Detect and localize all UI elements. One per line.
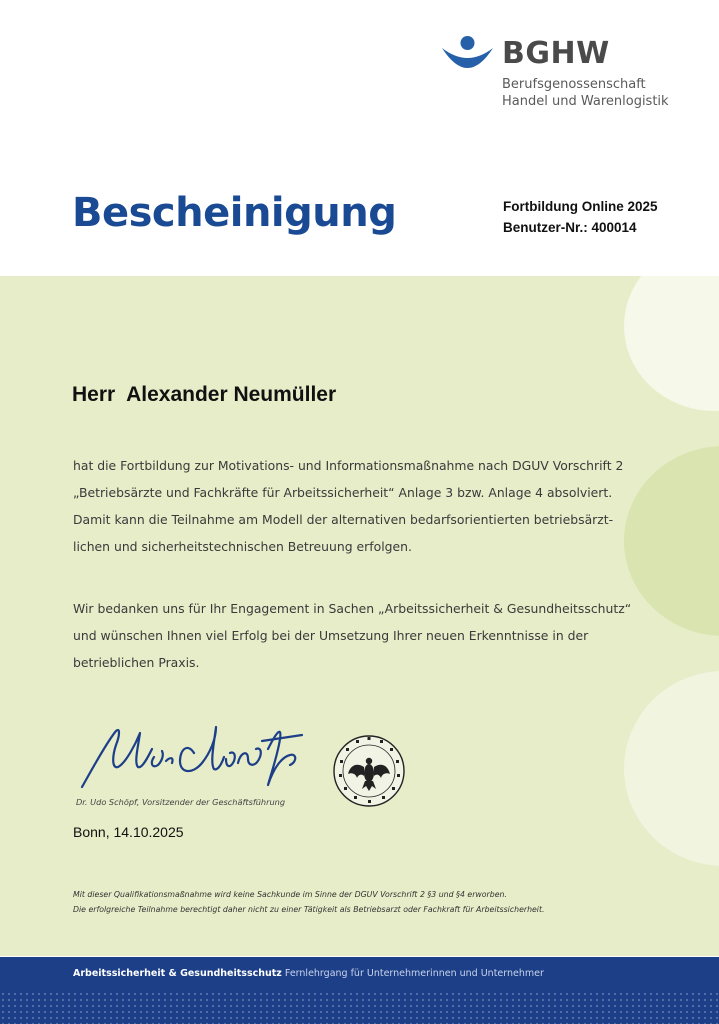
disclaimer-line: Die erfolgreiche Teilnahme berechtigt daher nicht zu einer Tätigkeit als Betriebsarzt oder Fachkraft für Arbeitssicherheit. — [73, 905, 545, 914]
disclaimer-line: Mit dieser Qualifikationsmaßnahme wird keine Sachkunde im Sinne der DGUV Vorschrift 2 §3 und §4 erworben. — [73, 890, 507, 899]
disclaimer — [73, 887, 545, 917]
text-line: und wünschen Ihnen viel Erfolg bei der Umsetzung Ihrer neuen Erkenntnisse in der — [73, 628, 589, 643]
course-meta — [503, 196, 658, 238]
place-date: Bonn, 14.10.2025 — [73, 824, 184, 840]
bghw-logo-icon — [440, 36, 495, 74]
logo-subtitle-line-1: Berufsgenossenschaft — [502, 77, 646, 92]
footer-dot-pattern — [0, 991, 719, 1024]
decorative-circle — [624, 671, 719, 866]
text-line: hat die Fortbildung zur Motivations- und Informationsmaßnahme nach DGUV Vorschrift 2 — [73, 458, 624, 473]
federal-eagle-seal-icon — [332, 734, 406, 808]
signer-name: Dr. Udo Schöpf, Vorsitzender der Geschäftsführung — [76, 797, 286, 807]
footer-subtitle: Fernlehrgang für Unternehmerinnen und Unternehmer — [284, 968, 544, 979]
document-title: Bescheinigung — [72, 190, 397, 236]
bghw-logo — [440, 36, 700, 116]
footer-title: Arbeitssicherheit & Gesundheitsschutz — [73, 968, 282, 979]
logo-subtitle-line-2: Handel und Warenlogistik — [502, 94, 669, 109]
text-line: lichen und sicherheitstechnischen Betreuung erfolgen. — [73, 539, 412, 554]
text-line: betrieblichen Praxis. — [73, 655, 200, 670]
text-line: Damit kann die Teilnahme am Modell der alternativen bedarfsorientierten betriebsärzt- — [73, 512, 614, 527]
footer-text — [73, 968, 544, 979]
user-number: Benutzer-Nr.: 400014 — [503, 220, 637, 235]
footer-band — [0, 957, 719, 1024]
text-line: „Betriebsärzte und Fachkräfte für Arbeitssicherheit“ Anlage 3 bzw. Anlage 4 absolviert. — [73, 485, 613, 500]
recipient-name: Herr Alexander Neumüller — [72, 383, 337, 406]
logo-name: BGHW — [502, 36, 610, 71]
course-name: Fortbildung Online 2025 — [503, 199, 658, 214]
paragraph-completion — [73, 452, 623, 560]
paragraph-thanks — [73, 595, 631, 676]
decorative-circle — [624, 276, 719, 411]
signature-icon — [76, 713, 316, 793]
text-line: Wir bedanken uns für Ihr Engagement in Sachen „Arbeitssicherheit & Gesundheitsschutz“ — [73, 601, 632, 616]
decorative-circle — [624, 446, 719, 636]
logo-subtitle — [502, 76, 669, 110]
